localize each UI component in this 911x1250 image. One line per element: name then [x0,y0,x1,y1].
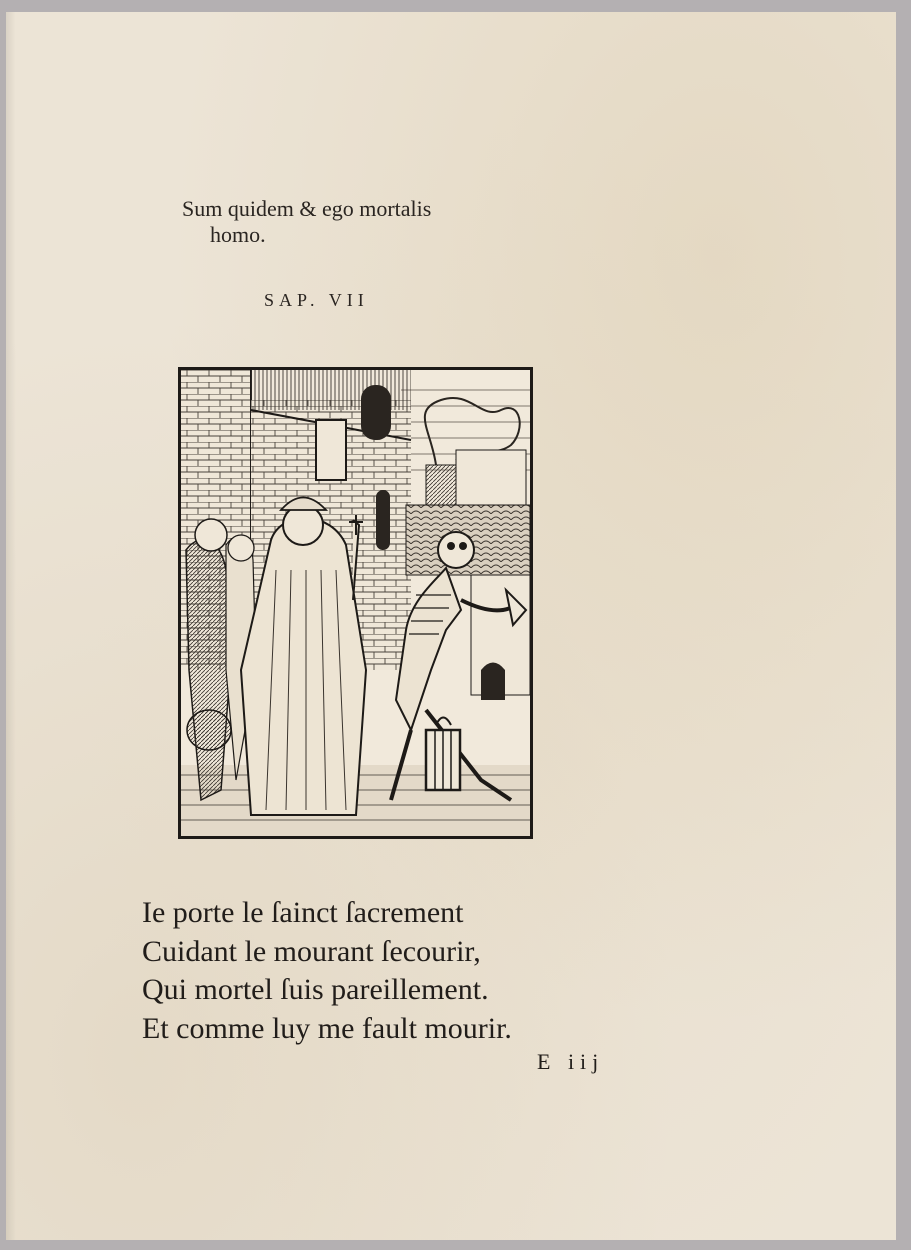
page-edge-shadow [6,12,16,1240]
french-verse [142,894,512,1048]
latin-motto [182,196,431,248]
scripture-reference: SAP. VII [264,290,369,310]
priest-and-death-woodcut-icon [181,370,530,836]
verse-line-3: Qui mortel ſuis pareillement. [142,973,489,1006]
motto-line-2: homo. [210,222,266,247]
verse-line-4: Et comme luy me fault mourir. [142,1011,512,1045]
verse-line-2: Cuidant le mourant ſecourir, [142,934,481,968]
motto-line-1: Sum quidem & ego mortalis [182,196,432,221]
woodcut-illustration [178,367,533,839]
verse-line-1: Ie porte le ſainct ſacrement [142,896,464,929]
book-page [6,12,896,1240]
signature-mark: E iij [537,1049,605,1074]
